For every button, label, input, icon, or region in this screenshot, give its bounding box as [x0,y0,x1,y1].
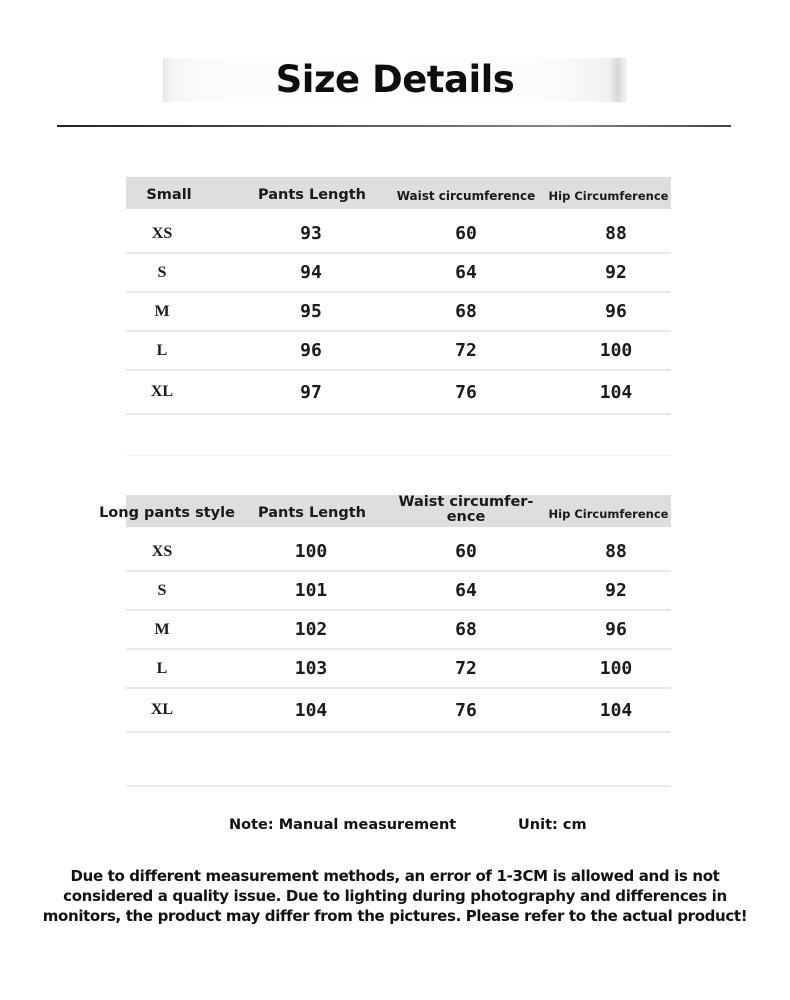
table-row [126,650,671,689]
table-row [126,611,671,650]
hip-cell: 96 [605,619,627,640]
hip-cell: 92 [605,580,627,601]
unit-note: Unit: cm [518,817,587,833]
header-style: Small [146,187,192,204]
table-row [126,689,671,733]
pants-length-cell: 101 [294,580,328,601]
waist-cell: 72 [455,658,477,679]
size-cell: L [156,341,168,359]
pants-length-cell: 104 [294,699,328,721]
waist-cell: 68 [455,619,477,640]
waist-cell: 76 [455,699,477,721]
hip-cell: 100 [599,658,633,679]
size-cell: S [157,263,167,281]
waist-cell: 60 [455,541,477,562]
section-divider [126,455,671,456]
header-style: Long pants style [99,505,235,522]
size-cell: S [157,581,167,599]
header-waist: Waist circumfer- ence [398,493,534,525]
waist-cell: 68 [455,301,477,322]
size-table-long-pants [99,493,671,733]
waist-cell: 76 [455,381,477,403]
size-cell: XL [150,383,174,400]
waist-cell: 72 [455,340,477,361]
size-cell: M [154,302,170,320]
header-pants-length: Pants Length [258,505,366,522]
size-cell: XL [150,701,174,718]
table-row [126,332,671,371]
hip-cell: 104 [599,699,633,721]
pants-length-cell: 102 [294,619,328,640]
hip-cell: 88 [605,541,627,562]
table-header [99,493,671,533]
page-title: Size Details [275,58,515,101]
pants-length-cell: 97 [300,381,322,403]
hip-cell: 104 [599,381,633,403]
size-cell: M [154,620,170,638]
size-cell: XS [151,542,173,560]
section-divider [126,785,671,787]
pants-length-cell: 95 [300,301,322,322]
pants-length-cell: 94 [300,262,322,283]
header-hip: Hip Circumference [548,188,669,203]
size-cell: XS [151,224,173,242]
table-row [126,371,671,415]
hip-cell: 100 [599,340,633,361]
size-table-small [126,177,671,415]
header-waist: Waist circumference [396,188,536,203]
pants-length-cell: 96 [300,340,322,361]
disclaimer-text: Due to different measurement methods, an error of 1-3CM is allowed and is not considered a quality issue. Due to lighting during photography and differences in monitors, the product may differ from the pictures. Please refer to the actual product! [42,867,748,925]
hip-cell: 92 [605,262,627,283]
table-row [126,293,671,332]
measurement-note: Note: Manual measurement [229,817,457,833]
table-row [126,215,671,254]
header-pants-length: Pants Length [258,187,366,204]
table-row [126,533,671,572]
hip-cell: 88 [605,223,627,244]
table-header [126,177,671,215]
title-divider [57,125,731,127]
pants-length-cell: 100 [294,541,328,562]
size-cell: L [156,659,168,677]
table-row [126,254,671,293]
waist-cell: 64 [455,262,477,283]
pants-length-cell: 93 [300,223,322,244]
table-row [126,572,671,611]
waist-cell: 60 [455,223,477,244]
header-hip: Hip Circumference [548,506,669,521]
pants-length-cell: 103 [294,658,328,679]
hip-cell: 96 [605,301,627,322]
waist-cell: 64 [455,580,477,601]
